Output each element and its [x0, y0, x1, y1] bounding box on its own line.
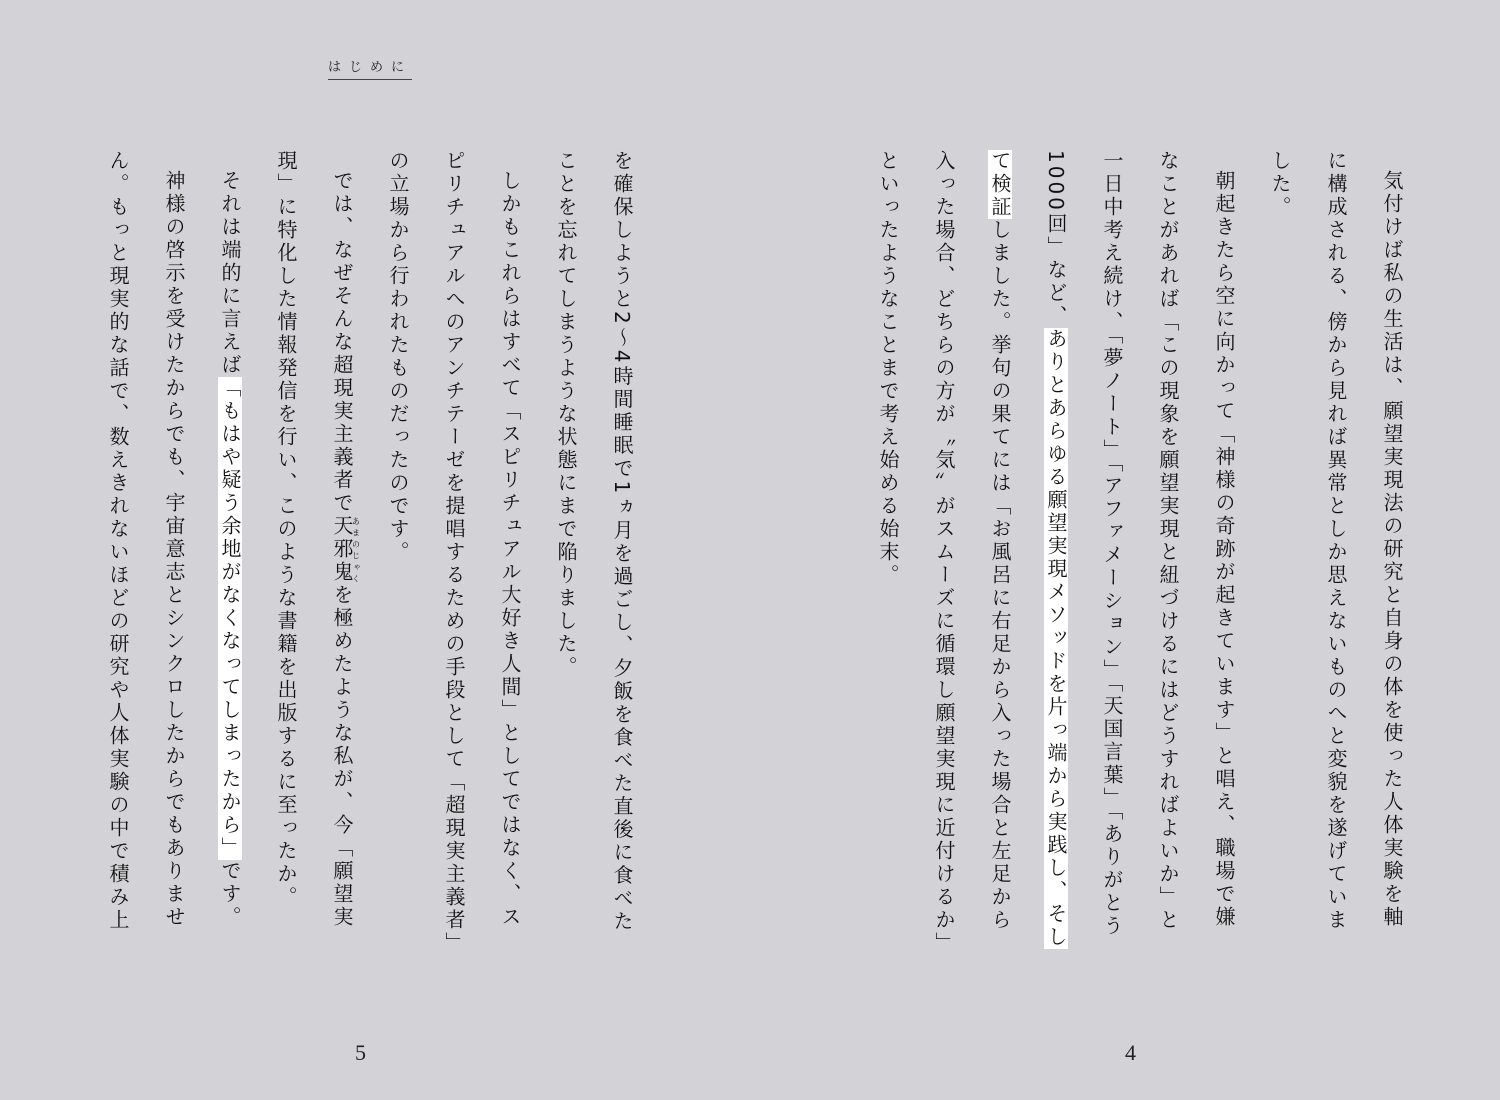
- text-run: を確保しようと2～4時間睡眠で1ヵ月を過ごし、夕飯を食べた直後に食べたことを忘れてしまうような状態にまで陥りました。: [554, 150, 634, 934]
- right-page: [750, 0, 1500, 1100]
- highlighted-text: ありとあらゆる願望実現メソッドを片っ端から実践し、そして検証: [988, 150, 1068, 949]
- paragraph: [90, 150, 202, 950]
- paragraph: [538, 150, 650, 950]
- text-run: しました。挙句の果てには「お風呂に右足から入った場合と左足から入った場合、どちらの方が〝気〟がスムーズに循環し願望実現に近付けるか」といったようなことまで考え始める始末。: [876, 150, 1012, 945]
- paragraph: [1252, 150, 1420, 950]
- text-run: しかもこれらはすべて「スピリチュアル大好き人間」としてではなく、スピリチュアルへのアンチテーゼを提唱するための手段として「超現実主義者」の立場から行われたものだったのです。: [386, 150, 522, 945]
- text-run: 朝起きたら空に向かって「神様の奇跡が起きています」と唱え、職場で嫌なことがあれば「この現象を願望実現と紐づけるにはどうすればよいか」と一日中考え続け、「夢ノート」「アファメーション」「天国言葉」「ありがとう1000回」など、: [1044, 150, 1236, 938]
- running-head: はじめに: [328, 56, 412, 80]
- ruby-word: 天邪鬼あまのじゃく: [330, 515, 361, 584]
- text-run: 神様の啓示を受けたからでも、宇宙意志とシンクロしたからでもありません。もっと現実的な話で、数えきれないほどの研究や人体実験の中で積み上: [106, 150, 186, 932]
- text-run: では、なぜそんな超現実主義者で: [330, 170, 354, 515]
- text-run: それは端的に言えば: [218, 170, 242, 377]
- paragraph: [202, 150, 258, 950]
- highlighted-text: 「もはや疑う余地がなくなってしまったから」: [218, 377, 242, 860]
- text-run: です。: [218, 860, 242, 929]
- paragraph: [370, 150, 538, 950]
- paragraph: [860, 150, 1252, 950]
- left-page-text: [90, 150, 650, 950]
- text-run: 気付けば私の生活は、願望実現法の研究と自身の体を使った人体実験を軸に構成される、傍から見れば異常としか思えないものへと変貌を遂げていました。: [1268, 150, 1404, 932]
- page-number: 4: [1125, 1040, 1136, 1065]
- right-page-text: [860, 150, 1420, 950]
- text-run: を極めたような私が、今「願望実現」に特化した情報発信を行い、このような書籍を出版するに至ったか。: [274, 150, 354, 929]
- paragraph: [258, 150, 370, 950]
- page-number: 5: [355, 1040, 366, 1065]
